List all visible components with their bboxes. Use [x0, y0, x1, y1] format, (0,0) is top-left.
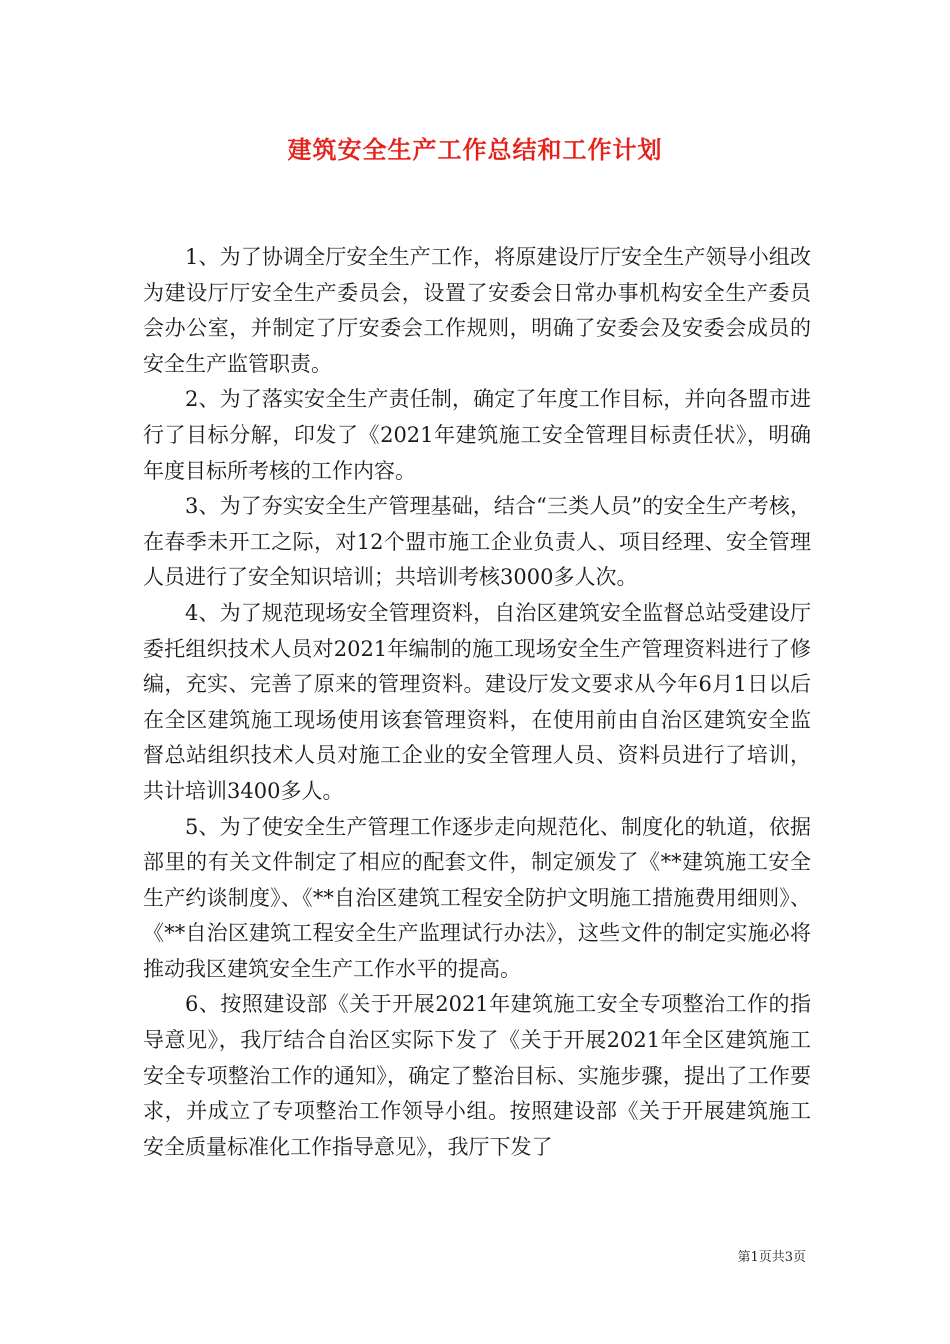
paragraph-1: 1、为了协调全厅安全生产工作，将原建设厅厅安全生产领导小组改为建设厅厅安全生产委员会，设置了安委会日常办事机构安全生产委员会办公室，并制定了厅安委会工作规则，明确了安委会及安委会成员的安全生产监管职责。 [143, 245, 811, 376]
paragraph-6: 6、按照建设部《关于开展2021年建筑施工安全专项整治工作的指导意见》，我厅结合自治区实际下发了《关于开展2021年全区建筑施工安全专项整治工作的通知》，确定了整治目标、实施步骤，提出了工作要求，并成立了专项整治工作领导小组。按照建设部《关于开展建筑施工安全质量标准化工作指导意见》，我厅下发了 [143, 992, 811, 1159]
page-number-footer: 第1页共3页 [737, 1250, 806, 1265]
paragraph-2: 2、为了落实安全生产责任制，确定了年度工作目标，并向各盟市进行了目标分解，印发了《2021年建筑施工安全管理目标责任状》，明确年度目标所考核的工作内容。 [143, 387, 811, 483]
paragraph-4: 4、为了规范现场安全管理资料，自治区建筑安全监督总站受建设厅委托组织技术人员对2021年编制的施工现场安全生产管理资料进行了修编，充实、完善了原来的管理资料。建设厅发文要求从今年6月1日以后在全区建筑施工现场使用该套管理资料，在使用前由自治区建筑安全监督总站组织技术人员对施工企业的安全管理人员、资料员进行了培训，共计培训3400多人。 [143, 600, 811, 803]
paragraph-3: 3、为了夯实安全生产管理基础，结合“三类人员”的安全生产考核，在春季未开工之际，对12个盟市施工企业负责人、项目经理、安全管理人员进行了安全知识培训；共培训考核3000多人次。 [143, 494, 811, 590]
paragraph-5: 5、为了使安全生产管理工作逐步走向规范化、制度化的轨道，依据部里的有关文件制定了相应的配套文件，制定颁发了《**建筑施工安全生产约谈制度》、《**自治区建筑工程安全防护文明施工措施费用细则》、《**自治区建筑工程安全生产监理试行办法》，这些文件的制定实施必将推动我区建筑安全生产工作水平的提高。 [143, 814, 811, 981]
document-body [143, 240, 811, 1165]
document-title: 建筑安全生产工作总结和工作计划 [287, 135, 663, 164]
